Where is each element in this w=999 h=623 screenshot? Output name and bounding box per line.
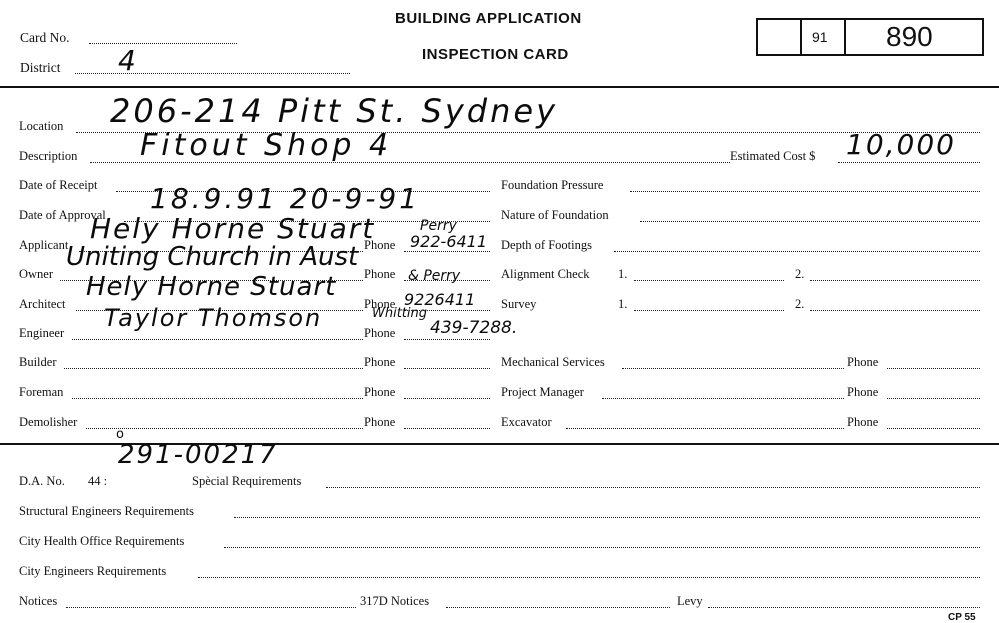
architect-phone-label: Phone bbox=[364, 297, 396, 311]
applicant-phone-field[interactable] bbox=[404, 251, 490, 252]
engineer-phone-field[interactable] bbox=[404, 339, 490, 340]
date-of-approval-label: Date of Approval bbox=[19, 208, 106, 222]
da-no-handwritten: 291-00217 bbox=[118, 440, 278, 470]
city-engineers-requirements-field[interactable] bbox=[198, 577, 980, 578]
card-box-blank bbox=[756, 18, 802, 56]
engineer-phone-handwritten: 439-7288. bbox=[430, 318, 518, 338]
structural-requirements-label: Structural Engineers Requirements bbox=[19, 504, 194, 518]
city-engineers-requirements-label: City Engineers Requirements bbox=[19, 564, 167, 578]
demolisher-phone-label: Phone bbox=[364, 415, 396, 429]
mechanical-services-field[interactable] bbox=[622, 368, 844, 369]
estimated-cost-label: Estimated Cost $ bbox=[730, 149, 816, 163]
levy-field[interactable] bbox=[708, 607, 980, 608]
excavator-field[interactable] bbox=[566, 428, 844, 429]
form-code: CP 55 bbox=[948, 612, 976, 623]
notices-317d-label: 317D Notices bbox=[360, 594, 430, 608]
card-prefix-number: 91 bbox=[812, 29, 828, 45]
structural-requirements-field[interactable] bbox=[234, 517, 980, 518]
levy-label: Levy bbox=[677, 594, 703, 608]
special-requirements-label: Spècial Requirements bbox=[192, 474, 302, 488]
card-number: 890 bbox=[886, 21, 933, 52]
project-manager-label: Project Manager bbox=[501, 385, 584, 399]
foreman-phone-label: Phone bbox=[364, 385, 396, 399]
engineer-handwritten: Taylor Thomson bbox=[104, 304, 323, 332]
demolisher-field[interactable] bbox=[86, 428, 363, 429]
builder-phone-label: Phone bbox=[364, 355, 396, 369]
demolisher-label: Demolisher bbox=[19, 415, 78, 429]
survey-field-1[interactable] bbox=[634, 310, 784, 311]
architect-label: Architect bbox=[19, 297, 66, 311]
notices-field[interactable] bbox=[66, 607, 356, 608]
applicant-phone-label: Phone bbox=[364, 238, 396, 252]
foundation-pressure-label: Foundation Pressure bbox=[501, 178, 604, 192]
alignment-check-field-1[interactable] bbox=[634, 280, 784, 281]
district-field[interactable] bbox=[75, 73, 350, 74]
survey-num-1: 1. bbox=[618, 297, 628, 311]
applicant-phone-handwritten: 922-6411 bbox=[410, 232, 488, 251]
architect-phone-extra: & Perry bbox=[408, 268, 461, 284]
mechanical-services-phone-field[interactable] bbox=[887, 368, 980, 369]
excavator-phone-field[interactable] bbox=[887, 428, 980, 429]
applicant-handwritten: Hely Horne Stuart bbox=[90, 212, 376, 245]
foreman-label: Foreman bbox=[19, 385, 64, 399]
mechanical-services-phone-label: Phone bbox=[847, 355, 879, 369]
engineer-phone-extra: Whitting bbox=[372, 306, 428, 321]
project-manager-field[interactable] bbox=[602, 398, 844, 399]
degree-mark: o bbox=[116, 427, 124, 442]
district-handwritten: 4 bbox=[118, 44, 136, 77]
builder-field[interactable] bbox=[64, 368, 363, 369]
description-label: Description bbox=[19, 149, 78, 163]
foundation-pressure-field[interactable] bbox=[630, 191, 980, 192]
estimated-cost-field[interactable] bbox=[838, 162, 980, 163]
demolisher-phone-field[interactable] bbox=[404, 428, 490, 429]
nature-of-foundation-label: Nature of Foundation bbox=[501, 208, 609, 222]
survey-label: Survey bbox=[501, 297, 537, 311]
header-divider bbox=[0, 86, 999, 88]
survey-field-2[interactable] bbox=[810, 310, 980, 311]
description-handwritten: Fitout Shop 4 bbox=[140, 128, 393, 163]
alignment-check-num-2: 2. bbox=[795, 267, 805, 281]
notices-317d-field[interactable] bbox=[446, 607, 670, 608]
date-of-approval-handwritten: 18.9.91 20-9-91 bbox=[150, 182, 421, 215]
card-no-label: Card No. bbox=[20, 30, 70, 45]
architect-phone-handwritten: 9226411 bbox=[404, 290, 476, 309]
builder-label: Builder bbox=[19, 355, 57, 369]
depth-of-footings-label: Depth of Footings bbox=[501, 238, 592, 252]
card-box-prefix bbox=[800, 18, 846, 56]
survey-num-2: 2. bbox=[795, 297, 805, 311]
city-health-requirements-field[interactable] bbox=[224, 547, 980, 548]
foreman-field[interactable] bbox=[72, 398, 363, 399]
location-handwritten: 206-214 Pitt St. Sydney bbox=[110, 92, 558, 130]
estimated-cost-handwritten: 10,000 bbox=[846, 128, 956, 161]
excavator-phone-label: Phone bbox=[847, 415, 879, 429]
excavator-label: Excavator bbox=[501, 415, 552, 429]
alignment-check-num-1: 1. bbox=[618, 267, 628, 281]
owner-handwritten: Uniting Church in Aust bbox=[66, 242, 359, 272]
district-label: District bbox=[20, 60, 61, 75]
engineer-label: Engineer bbox=[19, 326, 65, 340]
engineer-phone-label: Phone bbox=[364, 326, 396, 340]
mechanical-services-label: Mechanical Services bbox=[501, 355, 605, 369]
da-no-label: D.A. No. bbox=[19, 474, 65, 488]
project-manager-phone-label: Phone bbox=[847, 385, 879, 399]
notices-label: Notices bbox=[19, 594, 58, 608]
project-manager-phone-field[interactable] bbox=[887, 398, 980, 399]
architect-handwritten: Hely Horne Stuart bbox=[86, 272, 337, 302]
builder-phone-field[interactable] bbox=[404, 368, 490, 369]
card-box-number bbox=[844, 18, 984, 56]
special-requirements-field[interactable] bbox=[326, 487, 980, 488]
da-no-prefix: 44 : bbox=[88, 474, 108, 488]
city-health-requirements-label: City Health Office Requirements bbox=[19, 534, 185, 548]
nature-of-foundation-field[interactable] bbox=[640, 221, 980, 222]
owner-label: Owner bbox=[19, 267, 54, 281]
foreman-phone-field[interactable] bbox=[404, 398, 490, 399]
applicant-phone-extra: Perry bbox=[420, 218, 457, 234]
applicant-label: Applicant bbox=[19, 238, 69, 252]
engineer-field[interactable] bbox=[72, 339, 363, 340]
form-subtitle: INSPECTION CARD bbox=[422, 46, 569, 63]
alignment-check-field-2[interactable] bbox=[810, 280, 980, 281]
date-of-receipt-label: Date of Receipt bbox=[19, 178, 98, 192]
form-title: BUILDING APPLICATION bbox=[395, 10, 582, 27]
owner-phone-label: Phone bbox=[364, 267, 396, 281]
card-no-field[interactable] bbox=[89, 43, 237, 44]
location-label: Location bbox=[19, 119, 64, 133]
depth-of-footings-field[interactable] bbox=[614, 251, 980, 252]
alignment-check-label: Alignment Check bbox=[501, 267, 590, 281]
